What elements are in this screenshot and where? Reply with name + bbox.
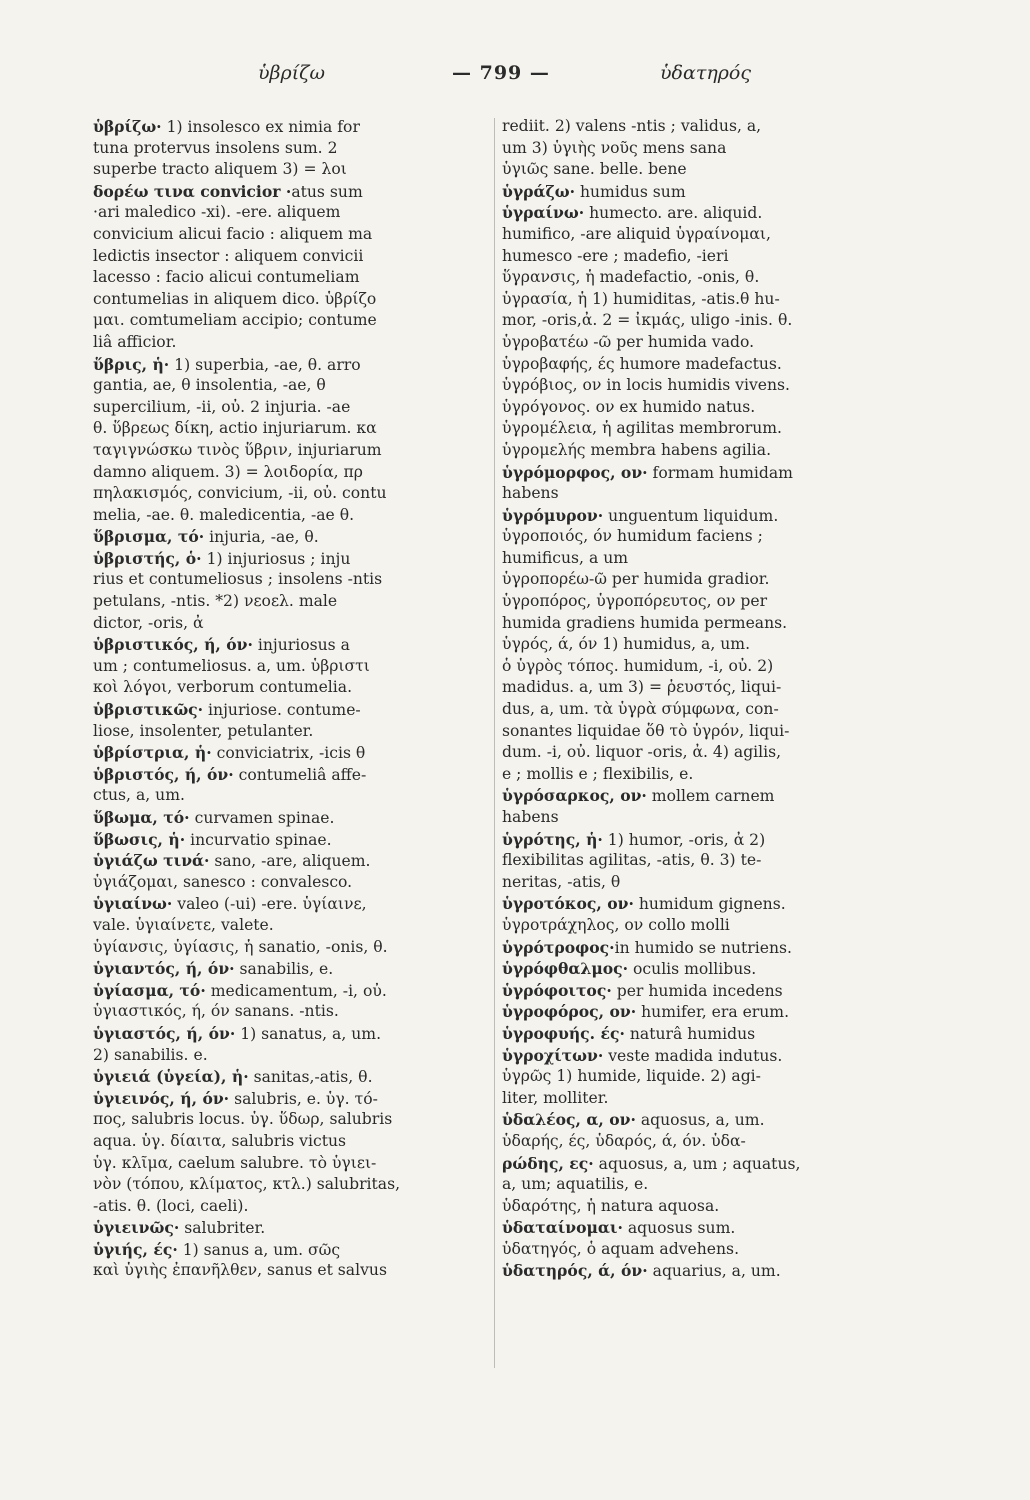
- entry-line: ὕβωσις, ἡ· incurvatio spinae.: [93, 829, 332, 849]
- entry-line: mor, -oris,ἀ. 2 = ἰκμάς, uligo -inis. θ.: [502, 311, 793, 330]
- entry-line: ὑγροβατέω -ῶ per humida vado.: [502, 332, 755, 351]
- entry-line: ὑγρασία, ἡ 1) humiditas, -atis.θ hu-: [502, 289, 780, 308]
- entry-line: liâ afficior.: [93, 332, 177, 351]
- entry-line: liter, molliter.: [502, 1088, 609, 1107]
- entry-line: vale. ὑγιαίνετε, valete.: [93, 915, 274, 934]
- entry-line: tuna protervus insolens sum. 2: [93, 138, 338, 157]
- entry-line: ὑγρόσαρκος, ον· mollem carnem: [502, 786, 775, 806]
- entry-line: ὑγροπόρος, ὑγροπόρευτος, ον per: [502, 592, 768, 611]
- page-header: [0, 62, 1030, 92]
- entry-line: ὑβριστός, ή, όν· contumeliâ affe-: [93, 764, 367, 784]
- entry-line: ὑγροφόρος, ον· humifer, era erum.: [502, 1002, 790, 1022]
- entry-line: ὑγιαντός, ή, όν· sanabilis, e.: [93, 959, 334, 979]
- entry-line: πος, salubris locus. ὑγ. ὕδωρ, salubris: [93, 1110, 393, 1129]
- entry-line: ὕβρις, ἡ· 1) superbia, -ae, θ. arro: [93, 354, 361, 374]
- entry-line: gantia, ae, θ insolentia, -ae, θ: [93, 376, 326, 395]
- entry-line: ὑδατηρός, ά, όν· aquarius, a, um.: [502, 1261, 781, 1281]
- entry-line: ledictis insector : aliquem convicii: [93, 246, 364, 265]
- entry-line: ρώδης, ες· aquosus, a, um ; aquatus,: [502, 1153, 801, 1173]
- entry-line: ὑγ. κλῖμα, caelum salubre. τὸ ὑγιει-: [93, 1153, 377, 1172]
- entry-line: 2) sanabilis. e.: [93, 1045, 208, 1064]
- entry-line: ὑγιάζομαι, sanesco : convalesco.: [93, 872, 353, 891]
- entry-line: ctus, a, um.: [93, 786, 185, 805]
- entry-line: ὑγιαίνω· valeo (-ui) -ere. ὑγίαινε,: [93, 894, 367, 914]
- entry-line: um 3) ὑγιὴς νοῦς mens sana: [502, 138, 727, 157]
- entry-line: ὑγιαστικός, ή, όν sanans. -ntis.: [93, 1002, 339, 1021]
- entry-line: ὑγιειά (ὑγεία), ἡ· sanitas,-atis, θ.: [93, 1067, 373, 1087]
- entry-line: liose, insolenter, petulanter.: [93, 721, 314, 740]
- entry-line: ·ari maledico -xi). -ere. aliquem: [93, 203, 341, 222]
- entry-line: e ; mollis e ; flexibilis, e.: [502, 764, 694, 783]
- entry-line: κοὶ λόγοι, verborum contumelia.: [93, 678, 353, 697]
- entry-line: ὑγρόβιος, ον in locis humidis vivens.: [502, 376, 791, 395]
- entry-line: δορέω τινα convicior ·atus sum: [93, 181, 363, 201]
- entry-line: ὑβριστικῶς· injuriose. contume-: [93, 700, 361, 720]
- entry-line: ὑγρός, ά, όν 1) humidus, a, um.: [502, 635, 751, 654]
- entry-line: ὑδαρής, ές, ὑδαρός, ά, όν. ὑδα-: [502, 1131, 746, 1150]
- entry-line: ὑγροπορέω-ῶ per humida gradior.: [502, 570, 770, 589]
- entry-line: ὕβρισμα, τό· injuria, -ae, θ.: [93, 527, 319, 547]
- entry-line: ὑγρομέλεια, ἡ agilitas membrorum.: [502, 419, 783, 438]
- entry-line: humesco -ere ; madefio, -ieri: [502, 246, 729, 265]
- entry-line: ὑδαταίνομαι· aquosus sum.: [502, 1218, 736, 1238]
- entry-line: petulans, -ntis. *2) νεοελ. male: [93, 592, 338, 611]
- entry-line: ὑγρόφοιτος· per humida incedens: [502, 980, 783, 1000]
- entry-line: madidus. a, um 3) = ῥευστός, liqui-: [502, 678, 782, 697]
- entry-line: ὑγράζω· humidus sum: [502, 181, 686, 201]
- entry-line: ὑγιής, ές· 1) sanus a, um. σῶς: [93, 1239, 341, 1259]
- entry-line: ὑβριστής, ὁ· 1) injuriosus ; inju: [93, 548, 351, 568]
- page-number: — 799 —: [452, 62, 550, 84]
- header-right-guideword: ὑδατηρός: [660, 62, 751, 84]
- entry-line: ὑγρόμορφος, ον· formam humidam: [502, 462, 793, 482]
- entry-line: damno aliquem. 3) = λοιδορία, πρ: [93, 462, 363, 481]
- entry-line: dictor, -oris, ἀ: [93, 613, 204, 632]
- column-divider: [494, 118, 495, 1368]
- entry-line: ὑβριστικός, ή, όν· injuriosus a: [93, 635, 350, 655]
- entry-line: rius et contumeliosus ; insolens -ntis: [93, 570, 383, 589]
- entry-line: ὑγιαστός, ή, όν· 1) sanatus, a, um.: [93, 1023, 382, 1043]
- entry-line: contumelias in aliquem dico. ὑβρίζο: [93, 289, 377, 308]
- entry-line: ὑβρίστρια, ἡ· conviciatrix, -icis θ: [93, 743, 366, 763]
- entry-line: sonantes liquidae ὅθ τὸ ὑγρόν, liqui-: [502, 721, 790, 740]
- entry-line: melia, -ae. θ. maledicentia, -ae θ.: [93, 505, 355, 524]
- entry-line: dum. -i, οὐ. liquor -oris, ἀ. 4) agilis,: [502, 743, 782, 762]
- header-left-guideword: ὑβρίζω: [258, 62, 325, 84]
- entry-line: superbe tracto aliquem 3) = λοι: [93, 160, 347, 179]
- left-column: [93, 116, 487, 1282]
- entry-line: ὑδατηγός, ὁ aquam advehens.: [502, 1239, 740, 1258]
- entry-line: humida gradiens humida permeans.: [502, 613, 788, 632]
- entry-line: ὑγρῶς 1) humide, liquide. 2) agi-: [502, 1067, 761, 1086]
- entry-line: -atis. θ. (loci, caeli).: [93, 1196, 249, 1215]
- entry-line: ὕγρανσις, ἡ madefactio, -onis, θ.: [502, 268, 760, 287]
- entry-line: ὑγίανσις, ὑγίασις, ἡ sanatio, -onis, θ.: [93, 937, 388, 956]
- entry-line: supercilium, -ii, οὐ. 2 injuria. -ae: [93, 397, 351, 416]
- entry-line: neritas, -atis, θ: [502, 872, 621, 891]
- entry-line: ὑγιεινός, ή, όν· salubris, e. ὑγ. τό-: [93, 1088, 378, 1108]
- entry-line: ὕβωμα, τό· curvamen spinae.: [93, 808, 335, 827]
- entry-line: rediit. 2) valens -ntis ; validus, a,: [502, 117, 762, 135]
- entry-line: πηλακισμός, convicium, -ii, οὐ. contu: [93, 484, 387, 503]
- entry-line: ὑγραίνω· humecto. are. aliquid.: [502, 203, 763, 223]
- right-column: [502, 116, 880, 1282]
- entry-line: a, um; aquatilis, e.: [502, 1175, 649, 1194]
- entry-line: aqua. ὑγ. δίαιτα, salubris victus: [93, 1131, 347, 1150]
- entry-line: ὑγρόφθαλμος· oculis mollibus.: [502, 959, 757, 979]
- entry-line: habens: [502, 484, 559, 503]
- entry-line: ὑγίασμα, τό· medicamentum, -i, οὐ.: [93, 980, 387, 1000]
- entry-line: ὑγιῶς sane. belle. bene: [502, 160, 687, 179]
- entry-line: ὑγροτόκος, ον· humidum gignens.: [502, 894, 786, 914]
- entry-line: ὑγρομελής membra habens agilia.: [502, 440, 772, 459]
- entry-line: ὑβρίζω· 1) insolesco ex nimia for: [93, 117, 360, 136]
- entry-line: humifico, -are aliquid ὑγραίνομαι,: [502, 224, 771, 243]
- entry-line: humificus, a um: [502, 548, 629, 567]
- entry-line: ὑγρόγονος. ον ex humido natus.: [502, 397, 756, 416]
- entry-line: καὶ ὑγιὴς ἐπανῆλθεν, sanus et salvus: [93, 1261, 387, 1280]
- entry-line: νὸν (τόπου, κλίματος, κτλ.) salubritas,: [93, 1175, 401, 1194]
- entry-line: ὑδαρότης, ἡ natura aquosa.: [502, 1196, 720, 1215]
- entry-line: ὑγροχίτων· veste madida indutus.: [502, 1045, 783, 1065]
- entry-line: ὑγρότροφος·in humido se nutriens.: [502, 937, 792, 957]
- entry-line: ταγιγνώσκω τινὸς ὕβριν, injuriarum: [93, 440, 382, 459]
- entry-line: ὑγροφυής. ές· naturâ humidus: [502, 1023, 756, 1043]
- entry-line: ὑγροβαφής, ές humore madefactus.: [502, 354, 782, 373]
- entry-line: um ; contumeliosus. a, um. ὑβριστι: [93, 656, 370, 675]
- entry-line: ὑγρόμυρον· unguentum liquidum.: [502, 505, 779, 525]
- entry-line: θ. ὕβρεως δίκη, actio injuriarum. κα: [93, 419, 377, 438]
- entry-line: μαι. comtumeliam accipio; contume: [93, 311, 377, 330]
- entry-line: dus, a, um. τὰ ὑγρὰ σύμφωνα, con-: [502, 700, 779, 719]
- entry-line: convicium alicui facio : aliquem ma: [93, 224, 373, 243]
- entry-line: ὑγιεινῶς· salubriter.: [93, 1218, 266, 1238]
- entry-line: ὑγροποιός, όν humidum faciens ;: [502, 527, 763, 546]
- entry-line: ὑγροτράχηλος, ον collo molli: [502, 915, 730, 934]
- entry-line: lacesso : facio alicui contumeliam: [93, 268, 360, 287]
- entry-line: habens: [502, 808, 559, 826]
- entry-line: ὑγρότης, ἡ· 1) humor, -oris, ἀ 2): [502, 829, 766, 849]
- entry-line: flexibilitas agilitas, -atis, θ. 3) te-: [502, 851, 762, 870]
- entry-line: ὁ ὑγρὸς τόπος. humidum, -i, οὐ. 2): [502, 656, 774, 675]
- entry-line: ὑγιάζω τινά· sano, -are, aliquem.: [93, 851, 371, 871]
- entry-line: ὑδαλέος, α, ον· aquosus, a, um.: [502, 1110, 765, 1130]
